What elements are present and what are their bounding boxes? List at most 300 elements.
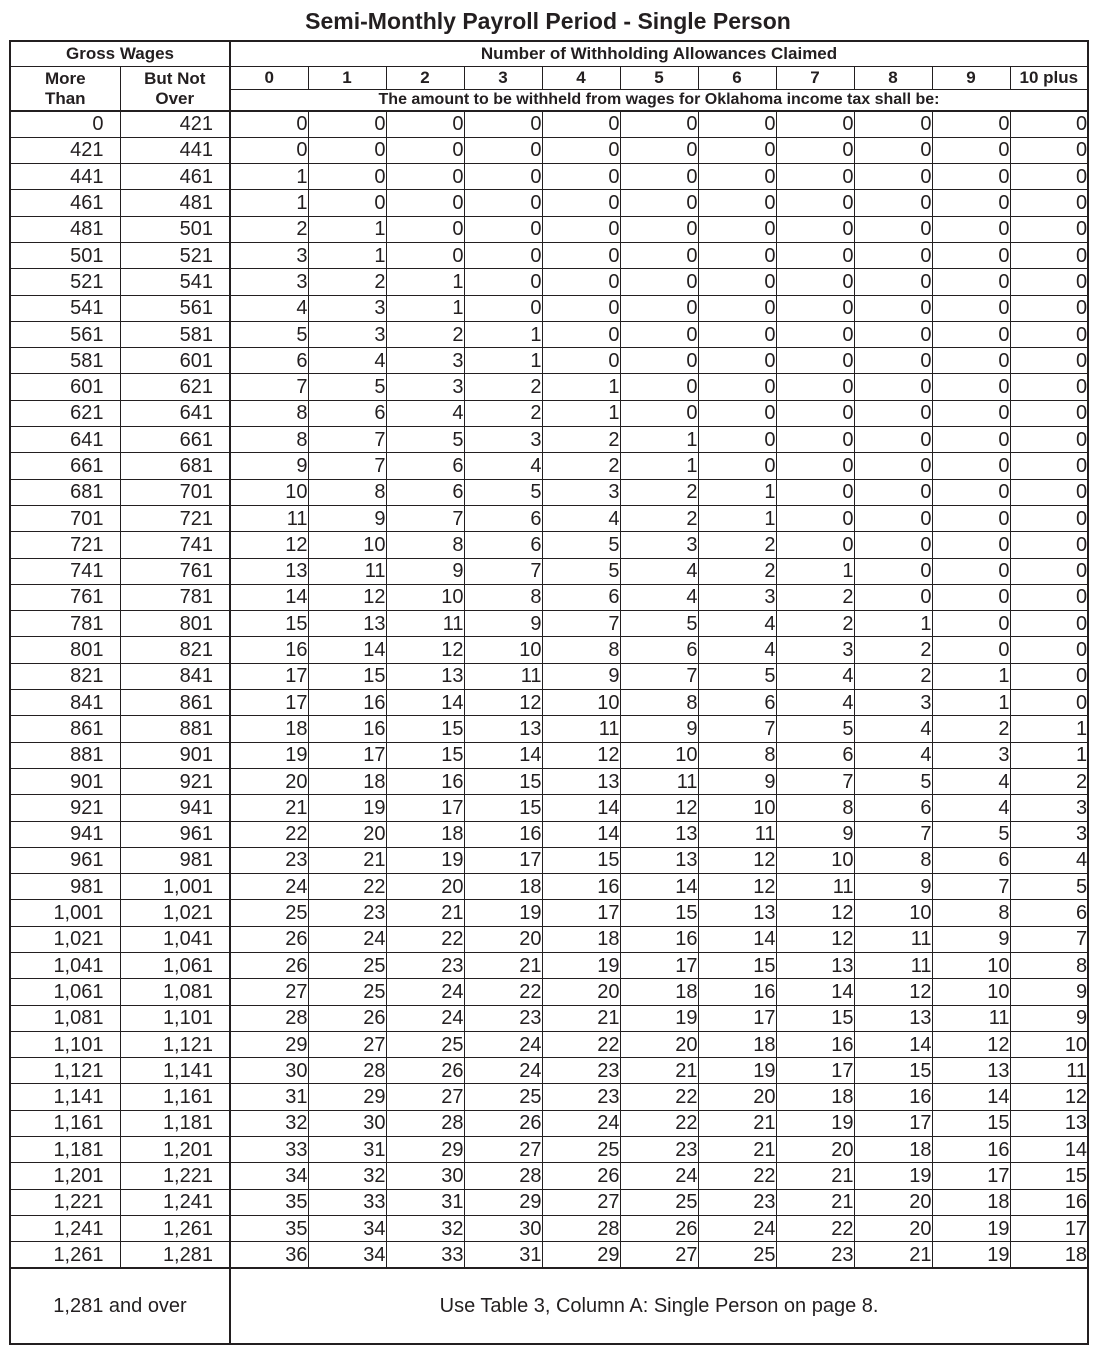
but-not-over-cell: 501 [120, 216, 230, 242]
withholding-amount-cell: 4 [854, 742, 932, 768]
withholding-amount-cell: 16 [542, 874, 620, 900]
withholding-amount-cell: 23 [698, 1189, 776, 1215]
withholding-amount-cell: 8 [464, 584, 542, 610]
withholding-amount-cell: 13 [230, 558, 308, 584]
withholding-amount-cell: 19 [620, 1005, 698, 1031]
but-not-over-cell: 541 [120, 269, 230, 295]
more-than-cell: 461 [10, 190, 120, 216]
withholding-amount-cell: 33 [386, 1242, 464, 1268]
but-not-over-cell: 761 [120, 558, 230, 584]
withholding-amount-cell: 24 [386, 979, 464, 1005]
withholding-amount-cell: 0 [1010, 190, 1088, 216]
withholding-amount-cell: 34 [308, 1242, 386, 1268]
withholding-amount-cell: 0 [1010, 242, 1088, 268]
but-not-over-cell: 421 [120, 111, 230, 137]
withholding-amount-cell: 13 [464, 716, 542, 742]
withholding-amount-cell: 0 [542, 137, 620, 163]
withholding-amount-cell: 0 [1010, 479, 1088, 505]
withholding-amount-cell: 0 [854, 374, 932, 400]
withholding-amount-cell: 11 [932, 1005, 1010, 1031]
withholding-amount-cell: 17 [308, 742, 386, 768]
but-not-over-cell: 1,061 [120, 953, 230, 979]
withholding-amount-cell: 6 [308, 400, 386, 426]
withholding-amount-cell: 12 [854, 979, 932, 1005]
withholding-amount-cell: 7 [1010, 926, 1088, 952]
withholding-amount-cell: 11 [776, 874, 854, 900]
withholding-amount-cell: 7 [308, 427, 386, 453]
withholding-amount-cell: 34 [308, 1215, 386, 1241]
withholding-amount-cell: 2 [698, 532, 776, 558]
withholding-amount-cell: 10 [932, 953, 1010, 979]
withholding-amount-cell: 2 [464, 400, 542, 426]
table-row [10, 611, 1088, 637]
withholding-amount-cell: 7 [932, 874, 1010, 900]
but-not-over-cell: 521 [120, 242, 230, 268]
withholding-amount-cell: 18 [386, 821, 464, 847]
more-than-cell: 481 [10, 216, 120, 242]
withholding-amount-cell: 33 [230, 1137, 308, 1163]
but-not-over-cell: 641 [120, 400, 230, 426]
but-not-over-cell: 1,241 [120, 1189, 230, 1215]
table-row [10, 847, 1088, 873]
withholding-amount-cell: 0 [620, 400, 698, 426]
allowance-col-header: 1 [308, 67, 386, 90]
withholding-amount-cell: 18 [542, 926, 620, 952]
table-row [10, 1163, 1088, 1189]
withholding-amount-cell: 14 [464, 742, 542, 768]
withholding-amount-cell: 0 [932, 190, 1010, 216]
but-not-over-cell: 1,221 [120, 1163, 230, 1189]
withholding-amount-cell: 7 [386, 505, 464, 531]
withholding-amount-cell: 7 [776, 768, 854, 794]
withholding-amount-cell: 10 [386, 584, 464, 610]
withholding-amount-cell: 18 [932, 1189, 1010, 1215]
withholding-amount-cell: 3 [230, 269, 308, 295]
withholding-amount-cell: 1 [464, 321, 542, 347]
withholding-amount-cell: 0 [698, 374, 776, 400]
withholding-amount-cell: 16 [698, 979, 776, 1005]
withholding-amount-cell: 12 [542, 742, 620, 768]
withholding-amount-cell: 9 [1010, 979, 1088, 1005]
withholding-amount-cell: 0 [620, 164, 698, 190]
withholding-amount-cell: 18 [1010, 1242, 1088, 1268]
withholding-amount-cell: 0 [932, 532, 1010, 558]
withholding-amount-cell: 12 [698, 847, 776, 873]
table-row [10, 111, 1088, 137]
withholding-amount-cell: 0 [932, 611, 1010, 637]
withholding-amount-cell: 26 [620, 1215, 698, 1241]
withholding-amount-cell: 0 [542, 111, 620, 137]
withholding-amount-cell: 3 [464, 427, 542, 453]
withholding-amount-cell: 0 [854, 558, 932, 584]
more-than-cell: 661 [10, 453, 120, 479]
withholding-amount-cell: 4 [230, 295, 308, 321]
table-row [10, 637, 1088, 663]
more-than-cell: 721 [10, 532, 120, 558]
withholding-amount-cell: 14 [698, 926, 776, 952]
withholding-amount-cell: 0 [620, 374, 698, 400]
withholding-amount-cell: 29 [230, 1031, 308, 1057]
withholding-amount-cell: 23 [308, 900, 386, 926]
withholding-amount-cell: 19 [386, 847, 464, 873]
withholding-amount-cell: 0 [776, 505, 854, 531]
withholding-amount-cell: 2 [854, 637, 932, 663]
withholding-amount-cell: 10 [230, 479, 308, 505]
table-row [10, 768, 1088, 794]
but-not-over-cell: 481 [120, 190, 230, 216]
table-row [10, 690, 1088, 716]
but-not-over-cell: 701 [120, 479, 230, 505]
withholding-amount-cell: 3 [386, 374, 464, 400]
withholding-amount-cell: 6 [776, 742, 854, 768]
withholding-amount-cell: 0 [698, 242, 776, 268]
but-not-over-cell: 1,081 [120, 979, 230, 1005]
withholding-amount-cell: 17 [230, 663, 308, 689]
withholding-amount-cell: 0 [386, 164, 464, 190]
withholding-amount-cell: 0 [542, 242, 620, 268]
withholding-amount-cell: 0 [542, 190, 620, 216]
withholding-amount-cell: 0 [620, 216, 698, 242]
withholding-amount-cell: 8 [932, 900, 1010, 926]
withholding-amount-cell: 0 [1010, 532, 1088, 558]
withholding-amount-cell: 17 [620, 953, 698, 979]
withholding-amount-cell: 7 [542, 611, 620, 637]
allowance-col-header: 0 [230, 67, 308, 90]
withholding-amount-cell: 20 [386, 874, 464, 900]
withholding-amount-cell: 1 [698, 479, 776, 505]
but-not-over-cell: 581 [120, 321, 230, 347]
withholding-amount-cell: 1 [464, 348, 542, 374]
withholding-amount-cell: 0 [698, 190, 776, 216]
but-not-over-cell: 1,201 [120, 1137, 230, 1163]
withholding-amount-cell: 0 [776, 427, 854, 453]
allowance-col-header: 2 [386, 67, 464, 90]
withholding-amount-cell: 16 [854, 1084, 932, 1110]
withholding-amount-cell: 0 [620, 348, 698, 374]
withholding-amount-cell: 10 [464, 637, 542, 663]
withholding-amount-cell: 19 [698, 1058, 776, 1084]
withholding-amount-cell: 11 [308, 558, 386, 584]
withholding-amount-cell: 3 [308, 295, 386, 321]
but-not-over-cell: 721 [120, 505, 230, 531]
withholding-amount-cell: 28 [230, 1005, 308, 1031]
but-not-over-cell: 461 [120, 164, 230, 190]
but-not-over-cell: 881 [120, 716, 230, 742]
more-than-cell: 1,121 [10, 1058, 120, 1084]
table-row [10, 558, 1088, 584]
withholding-amount-cell: 31 [308, 1137, 386, 1163]
more-than-cell: 1,021 [10, 926, 120, 952]
withholding-amount-cell: 5 [542, 532, 620, 558]
withholding-amount-cell: 30 [308, 1110, 386, 1136]
withholding-amount-cell: 12 [698, 874, 776, 900]
withholding-amount-cell: 8 [698, 742, 776, 768]
withholding-amount-cell: 1 [542, 400, 620, 426]
table-row [10, 1058, 1088, 1084]
table-row [10, 795, 1088, 821]
withholding-amount-cell: 0 [1010, 584, 1088, 610]
withholding-amount-cell: 19 [932, 1242, 1010, 1268]
allowances-header: Number of Withholding Allowances Claimed [230, 41, 1088, 67]
withholding-amount-cell: 0 [1010, 295, 1088, 321]
withholding-amount-cell: 15 [464, 795, 542, 821]
but-not-over-cell: 1,281 [120, 1242, 230, 1268]
withholding-amount-cell: 9 [854, 874, 932, 900]
withholding-amount-cell: 15 [542, 847, 620, 873]
withholding-amount-cell: 20 [776, 1137, 854, 1163]
table-row [10, 216, 1088, 242]
withholding-amount-cell: 0 [776, 321, 854, 347]
allowance-col-header: 7 [776, 67, 854, 90]
withholding-amount-cell: 9 [308, 505, 386, 531]
withholding-amount-cell: 1 [776, 558, 854, 584]
withholding-amount-cell: 7 [308, 453, 386, 479]
more-than-line1: More [44, 68, 86, 88]
withholding-amount-cell: 28 [464, 1163, 542, 1189]
withholding-amount-cell: 29 [308, 1084, 386, 1110]
more-than-cell: 0 [10, 111, 120, 137]
withholding-amount-cell: 0 [1010, 111, 1088, 137]
withholding-amount-cell: 20 [854, 1189, 932, 1215]
withholding-amount-cell: 15 [698, 953, 776, 979]
withholding-amount-cell: 11 [854, 926, 932, 952]
withholding-amount-cell: 25 [542, 1137, 620, 1163]
withholding-amount-cell: 34 [230, 1163, 308, 1189]
table-row [10, 953, 1088, 979]
withholding-amount-cell: 27 [464, 1137, 542, 1163]
more-than-cell: 601 [10, 374, 120, 400]
withholding-amount-cell: 27 [542, 1189, 620, 1215]
withholding-amount-cell: 24 [620, 1163, 698, 1189]
withholding-amount-cell: 15 [776, 1005, 854, 1031]
withholding-amount-cell: 0 [854, 453, 932, 479]
withholding-note: The amount to be withheld from wages for Oklahoma income tax shall be: [230, 90, 1088, 112]
withholding-amount-cell: 18 [698, 1031, 776, 1057]
withholding-amount-cell: 19 [776, 1110, 854, 1136]
withholding-amount-cell: 15 [386, 716, 464, 742]
withholding-amount-cell: 21 [698, 1110, 776, 1136]
withholding-amount-cell: 10 [1010, 1031, 1088, 1057]
withholding-amount-cell: 16 [308, 716, 386, 742]
withholding-amount-cell: 0 [932, 558, 1010, 584]
table-row [10, 584, 1088, 610]
withholding-amount-cell: 0 [932, 242, 1010, 268]
withholding-amount-cell: 23 [542, 1058, 620, 1084]
withholding-amount-cell: 4 [932, 795, 1010, 821]
withholding-amount-cell: 26 [308, 1005, 386, 1031]
more-than-cell: 521 [10, 269, 120, 295]
withholding-amount-cell: 35 [230, 1215, 308, 1241]
more-than-cell: 1,061 [10, 979, 120, 1005]
withholding-amount-cell: 4 [464, 453, 542, 479]
withholding-amount-cell: 4 [698, 611, 776, 637]
withholding-amount-cell: 1 [854, 611, 932, 637]
withholding-amount-cell: 20 [308, 821, 386, 847]
withholding-amount-cell: 11 [1010, 1058, 1088, 1084]
withholding-amount-cell: 0 [542, 164, 620, 190]
table-row [10, 1137, 1088, 1163]
withholding-amount-cell: 4 [620, 558, 698, 584]
withholding-amount-cell: 17 [776, 1058, 854, 1084]
table-row [10, 269, 1088, 295]
withholding-amount-cell: 16 [464, 821, 542, 847]
more-than-cell: 701 [10, 505, 120, 531]
withholding-amount-cell: 0 [308, 137, 386, 163]
withholding-amount-cell: 0 [308, 164, 386, 190]
withholding-amount-cell: 18 [230, 716, 308, 742]
withholding-amount-cell: 23 [464, 1005, 542, 1031]
withholding-amount-cell: 24 [542, 1110, 620, 1136]
withholding-amount-cell: 0 [854, 269, 932, 295]
withholding-amount-cell: 1 [308, 216, 386, 242]
withholding-amount-cell: 22 [464, 979, 542, 1005]
withholding-amount-cell: 0 [1010, 611, 1088, 637]
but-not-over-cell: 861 [120, 690, 230, 716]
withholding-amount-cell: 0 [854, 505, 932, 531]
withholding-amount-cell: 1 [230, 190, 308, 216]
withholding-amount-cell: 19 [308, 795, 386, 821]
withholding-amount-cell: 0 [386, 216, 464, 242]
withholding-amount-cell: 10 [854, 900, 932, 926]
withholding-amount-cell: 16 [230, 637, 308, 663]
withholding-amount-cell: 14 [1010, 1137, 1088, 1163]
withholding-amount-cell: 28 [386, 1110, 464, 1136]
withholding-amount-cell: 6 [932, 847, 1010, 873]
withholding-amount-cell: 20 [464, 926, 542, 952]
but-not-over-cell: 941 [120, 795, 230, 821]
withholding-amount-cell: 0 [1010, 164, 1088, 190]
withholding-amount-cell: 3 [542, 479, 620, 505]
withholding-amount-cell: 11 [542, 716, 620, 742]
withholding-amount-cell: 3 [620, 532, 698, 558]
withholding-amount-cell: 0 [776, 137, 854, 163]
withholding-amount-cell: 14 [854, 1031, 932, 1057]
withholding-amount-cell: 0 [932, 427, 1010, 453]
withholding-amount-cell: 0 [542, 295, 620, 321]
withholding-amount-cell: 1 [386, 269, 464, 295]
footer-row [10, 1268, 1088, 1344]
withholding-amount-cell: 19 [542, 953, 620, 979]
withholding-amount-cell: 5 [464, 479, 542, 505]
table-row [10, 505, 1088, 531]
withholding-amount-cell: 21 [698, 1137, 776, 1163]
withholding-amount-cell: 32 [386, 1215, 464, 1241]
withholding-amount-cell: 18 [776, 1084, 854, 1110]
withholding-amount-cell: 5 [620, 611, 698, 637]
withholding-amount-cell: 4 [308, 348, 386, 374]
withholding-amount-cell: 3 [1010, 821, 1088, 847]
withholding-amount-cell: 14 [620, 874, 698, 900]
withholding-amount-cell: 0 [776, 295, 854, 321]
table-row [10, 295, 1088, 321]
withholding-amount-cell: 10 [308, 532, 386, 558]
withholding-amount-cell: 0 [932, 584, 1010, 610]
but-not-over-cell: 961 [120, 821, 230, 847]
withholding-amount-cell: 19 [854, 1163, 932, 1189]
table-row [10, 427, 1088, 453]
withholding-amount-cell: 1 [698, 505, 776, 531]
but-not-over-cell: 1,121 [120, 1031, 230, 1057]
withholding-amount-cell: 0 [620, 137, 698, 163]
withholding-amount-cell: 0 [698, 295, 776, 321]
table-row [10, 1031, 1088, 1057]
withholding-amount-cell: 0 [1010, 558, 1088, 584]
withholding-amount-cell: 13 [542, 768, 620, 794]
table-row [10, 164, 1088, 190]
allowance-col-header: 5 [620, 67, 698, 90]
withholding-amount-cell: 0 [620, 111, 698, 137]
but-not-over-cell: 561 [120, 295, 230, 321]
withholding-amount-cell: 25 [620, 1189, 698, 1215]
withholding-amount-cell: 15 [230, 611, 308, 637]
but-not-over-cell: 821 [120, 637, 230, 663]
withholding-amount-cell: 14 [776, 979, 854, 1005]
withholding-amount-cell: 0 [932, 400, 1010, 426]
allowance-col-header: 8 [854, 67, 932, 90]
more-than-cell: 1,101 [10, 1031, 120, 1057]
more-than-cell: 1,221 [10, 1189, 120, 1215]
withholding-amount-cell: 3 [698, 584, 776, 610]
withholding-amount-cell: 0 [776, 190, 854, 216]
withholding-amount-cell: 23 [776, 1242, 854, 1268]
allowance-col-header: 6 [698, 67, 776, 90]
table-title: Semi-Monthly Payroll Period - Single Person [305, 8, 791, 34]
withholding-amount-cell: 0 [1010, 663, 1088, 689]
withholding-amount-cell: 21 [776, 1189, 854, 1215]
withholding-amount-cell: 29 [464, 1189, 542, 1215]
withholding-amount-cell: 0 [854, 111, 932, 137]
withholding-amount-cell: 0 [698, 111, 776, 137]
withholding-amount-cell: 13 [308, 611, 386, 637]
withholding-amount-cell: 7 [464, 558, 542, 584]
withholding-amount-cell: 6 [542, 584, 620, 610]
withholding-amount-cell: 13 [776, 953, 854, 979]
withholding-amount-cell: 0 [542, 269, 620, 295]
withholding-amount-cell: 36 [230, 1242, 308, 1268]
table-row [10, 479, 1088, 505]
withholding-amount-cell: 0 [464, 190, 542, 216]
withholding-amount-cell: 18 [620, 979, 698, 1005]
withholding-amount-cell: 14 [542, 795, 620, 821]
withholding-amount-cell: 25 [308, 953, 386, 979]
but-not-over-cell: 901 [120, 742, 230, 768]
more-than-cell: 1,181 [10, 1137, 120, 1163]
withholding-amount-cell: 0 [464, 269, 542, 295]
withholding-amount-cell: 0 [932, 164, 1010, 190]
more-than-cell: 681 [10, 479, 120, 505]
withholding-amount-cell: 21 [542, 1005, 620, 1031]
withholding-amount-cell: 35 [230, 1189, 308, 1215]
withholding-amount-cell: 1 [1010, 742, 1088, 768]
table-row [10, 821, 1088, 847]
withholding-amount-cell: 19 [464, 900, 542, 926]
over-threshold-label: 1,281 and over [10, 1268, 230, 1344]
withholding-amount-cell: 5 [308, 374, 386, 400]
more-than-cell: 981 [10, 874, 120, 900]
withholding-amount-cell: 16 [776, 1031, 854, 1057]
withholding-amount-cell: 0 [464, 216, 542, 242]
withholding-amount-cell: 0 [854, 532, 932, 558]
withholding-amount-cell: 2 [854, 663, 932, 689]
withholding-amount-cell: 22 [698, 1163, 776, 1189]
withholding-amount-cell: 2 [620, 479, 698, 505]
withholding-amount-cell: 0 [932, 637, 1010, 663]
withholding-amount-cell: 0 [620, 295, 698, 321]
table-row [10, 348, 1088, 374]
withholding-amount-cell: 13 [932, 1058, 1010, 1084]
but-not-over-cell: 1,181 [120, 1110, 230, 1136]
withholding-amount-cell: 2 [464, 374, 542, 400]
